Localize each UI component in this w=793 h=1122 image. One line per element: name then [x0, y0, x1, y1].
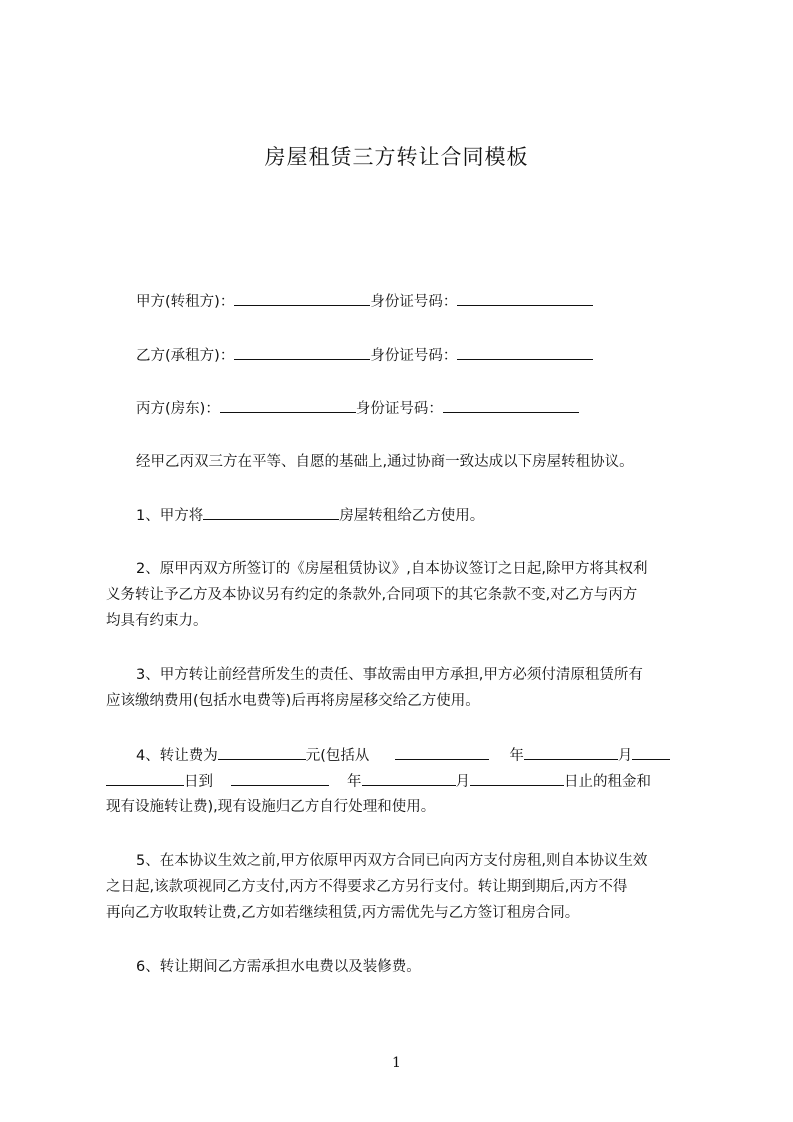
- clause-3-line-1: 3、甲方转让前经营所发生的责任、事故需由甲方承担,甲方必须付清原租赁所有: [136, 667, 643, 683]
- party-b-name-blank: [234, 345, 370, 360]
- party-a-label: 甲方(转租方)：: [136, 294, 235, 310]
- end-month-label: 月: [455, 774, 470, 790]
- clause-3-line-2: 应该缴纳费用(包括水电费等)后再将房屋移交给乙方使用。: [106, 693, 480, 709]
- clause-2-line-1: 2、原甲丙双方所签订的《房屋租赁协议》,自本协议签订之日起,除甲方将其权利: [136, 561, 648, 577]
- party-a-id-label: 身份证号码：: [370, 294, 458, 310]
- start-year-blank: [395, 745, 489, 760]
- party-c-label: 丙方(房东)：: [136, 401, 220, 417]
- end-month-blank: [362, 771, 456, 786]
- day-end-label: 日止的租金和: [564, 774, 651, 790]
- end-year-blank: [231, 771, 329, 786]
- document-title: 房屋租赁三方转让合同模板: [264, 145, 529, 169]
- party-b-label: 乙方(承租方)：: [136, 348, 235, 364]
- clause-6: 6、转让期间乙方需承担水电费以及装修费。: [136, 959, 421, 975]
- party-c-name-blank: [220, 398, 356, 413]
- party-b-line: [136, 345, 736, 366]
- clause-5-line-2: 之日起,该款项视同乙方支付,丙方不得要求乙方另行支付。转让期到期后,丙方不得: [106, 879, 628, 895]
- party-a-name-blank: [234, 291, 370, 306]
- party-b-id-label: 身份证号码：: [370, 348, 458, 364]
- clause-5-line-1: 5、在本协议生效之前,甲方依原甲丙双方合同已向丙方支付房租,则自本协议生效: [136, 853, 648, 869]
- start-day-blank: [106, 771, 184, 786]
- clause-4-line-1: [136, 745, 736, 766]
- page-number: 1: [392, 1055, 401, 1071]
- year-label: 年: [509, 748, 524, 764]
- intro-paragraph: 经甲乙丙双三方在平等、自愿的基础上,通过协商一致达成以下房屋转租协议。: [136, 454, 634, 470]
- clause-4-line-2: [106, 771, 706, 792]
- end-year-label: 年: [347, 774, 362, 790]
- clause-4-from-label: 元(包括从: [305, 748, 370, 764]
- clause-1-address-blank: [203, 505, 339, 520]
- end-day-blank: [470, 771, 564, 786]
- clause-1: [136, 505, 736, 526]
- clause-2-line-2: 义务转让予乙方及本协议另有约定的条款外,合同项下的其它条款不变,对乙方与丙方: [106, 587, 638, 603]
- day-to-label: 日到: [184, 774, 213, 790]
- clause-4-fee-label: 4、转让费为: [136, 748, 218, 764]
- clause-2-line-3: 均具有约束力。: [106, 613, 208, 629]
- start-month-blank: [524, 745, 618, 760]
- clause-5-line-3: 再向乙方收取转让费,乙方如若继续租赁,丙方需优先与乙方签订租房合同。: [106, 905, 580, 921]
- party-a-id-blank: [457, 291, 593, 306]
- clause-1-text-after: 房屋转租给乙方使用。: [339, 508, 485, 524]
- start-day-blank-part: [632, 745, 670, 760]
- party-c-line: [136, 398, 736, 419]
- party-a-line: [136, 291, 736, 312]
- month-label: 月: [617, 748, 633, 764]
- party-c-id-label: 身份证号码：: [355, 401, 443, 417]
- clause-1-text-before: 1、甲方将: [136, 508, 204, 524]
- party-c-id-blank: [443, 398, 579, 413]
- clause-4-line-3: 现有设施转让费),现有设施归乙方自行处理和使用。: [106, 799, 436, 815]
- party-b-id-blank: [457, 345, 593, 360]
- fee-amount-blank: [218, 745, 306, 760]
